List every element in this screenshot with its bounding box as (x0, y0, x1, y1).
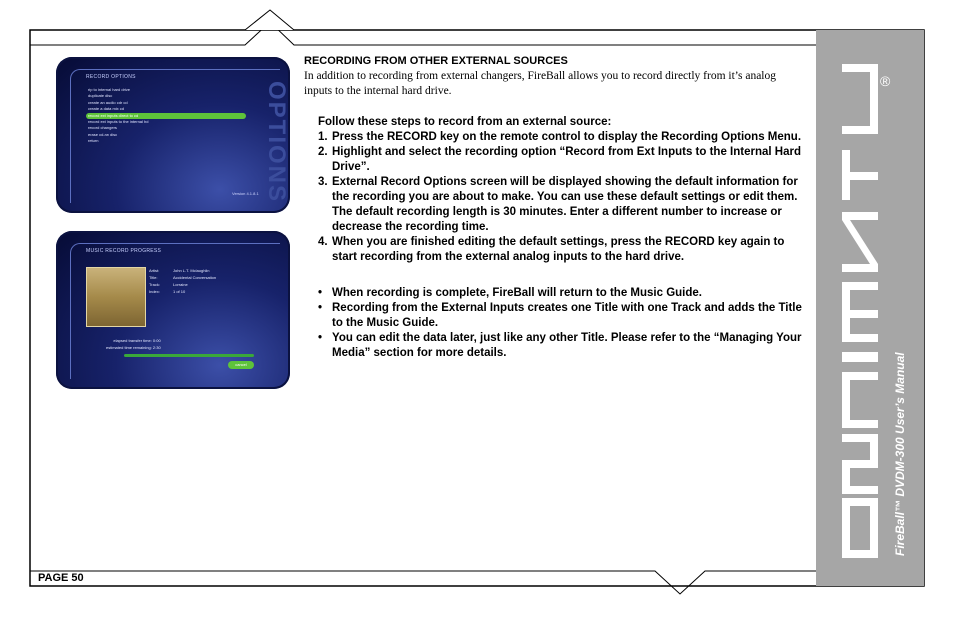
time-info: elapsed transfer time: 0:00 estimated time remaining: 2:30 (106, 338, 161, 350)
notes-list (304, 286, 808, 361)
menu-item: record ext inputs to the internal hd (88, 119, 149, 125)
menu-item: rip to internal hard drive (88, 87, 131, 92)
album-art-image (86, 267, 146, 327)
bullet-item: • You can edit the data later, just like any other Title. Please refer to the “Managing Your Media” section for more details. (318, 332, 802, 359)
info-row: Track: Lorraine (149, 282, 188, 287)
info-row: Index: 1 of 10 (149, 289, 186, 294)
track-info (149, 267, 216, 295)
screen-title: MUSIC RECORD PROGRESS (86, 248, 162, 254)
step-item: 2. Highlight and select the recording option “Record from Ext Inputs to the Internal Hard Drive”. (318, 146, 801, 173)
bullet-item: • Recording from the External Inputs creates one Title with one Track and adds the Title to the Music Guide. (318, 302, 802, 329)
menu-item: return (88, 138, 99, 144)
menu-item: create a data mix cd (88, 106, 125, 112)
record-options-menu (86, 87, 246, 145)
version-label: Version 4.1.8.1 (232, 191, 259, 196)
menu-item: duplicate disc (88, 93, 113, 99)
steps-lead: Follow these steps to record from an external source: (318, 116, 612, 128)
menu-item: create an audio cdr cd (88, 99, 128, 105)
step-item: 4. When you are finished editing the default settings, press the RECORD key again to start recording from the external analog inputs to the hard drive. (318, 236, 785, 263)
record-options-screenshot (56, 57, 290, 213)
info-row: Artist: John L.T. Mclaughlin (149, 268, 210, 273)
manual-title: FireBall™ DVDM-300 User’s Manual (893, 352, 907, 556)
step-item: 3. External Record Options screen will be displayed showing the default information for the recording you are about to make. You can use these default settings or edit them. The default recording length is 30 minutes. Enter a different number to increase or decrease the recording time. (318, 176, 798, 233)
menu-item: record changers (88, 125, 117, 131)
page-number: PAGE 50 (38, 572, 84, 584)
steps-list (304, 115, 808, 265)
bullet-item: • When recording is complete, FireBall will return to the Music Guide. (318, 287, 702, 299)
step-item: 1. Press the RECORD key on the remote control to display the Recording Options Menu. (318, 131, 802, 143)
options-side-word: OPTIONS (263, 81, 290, 204)
record-progress-screenshot (56, 231, 290, 389)
screen-title: RECORD OPTIONS (86, 74, 136, 80)
section-title: RECORDING FROM OTHER EXTERNAL SOURCES (304, 55, 568, 67)
info-row: Title: Accidental Conversation (149, 275, 217, 280)
cancel-button: cancel (228, 361, 254, 369)
progress-bar (124, 354, 254, 357)
menu-item-selected: record ext inputs direct to cd (86, 113, 246, 119)
intro-paragraph: In addition to recording from external changers, FireBall allows you to record directly from it’s analog inputs to the internal hard drive. (304, 70, 776, 97)
main-content (304, 54, 809, 361)
registered-mark: ® (880, 73, 891, 89)
menu-item: erase cd-rw disc (88, 131, 118, 137)
